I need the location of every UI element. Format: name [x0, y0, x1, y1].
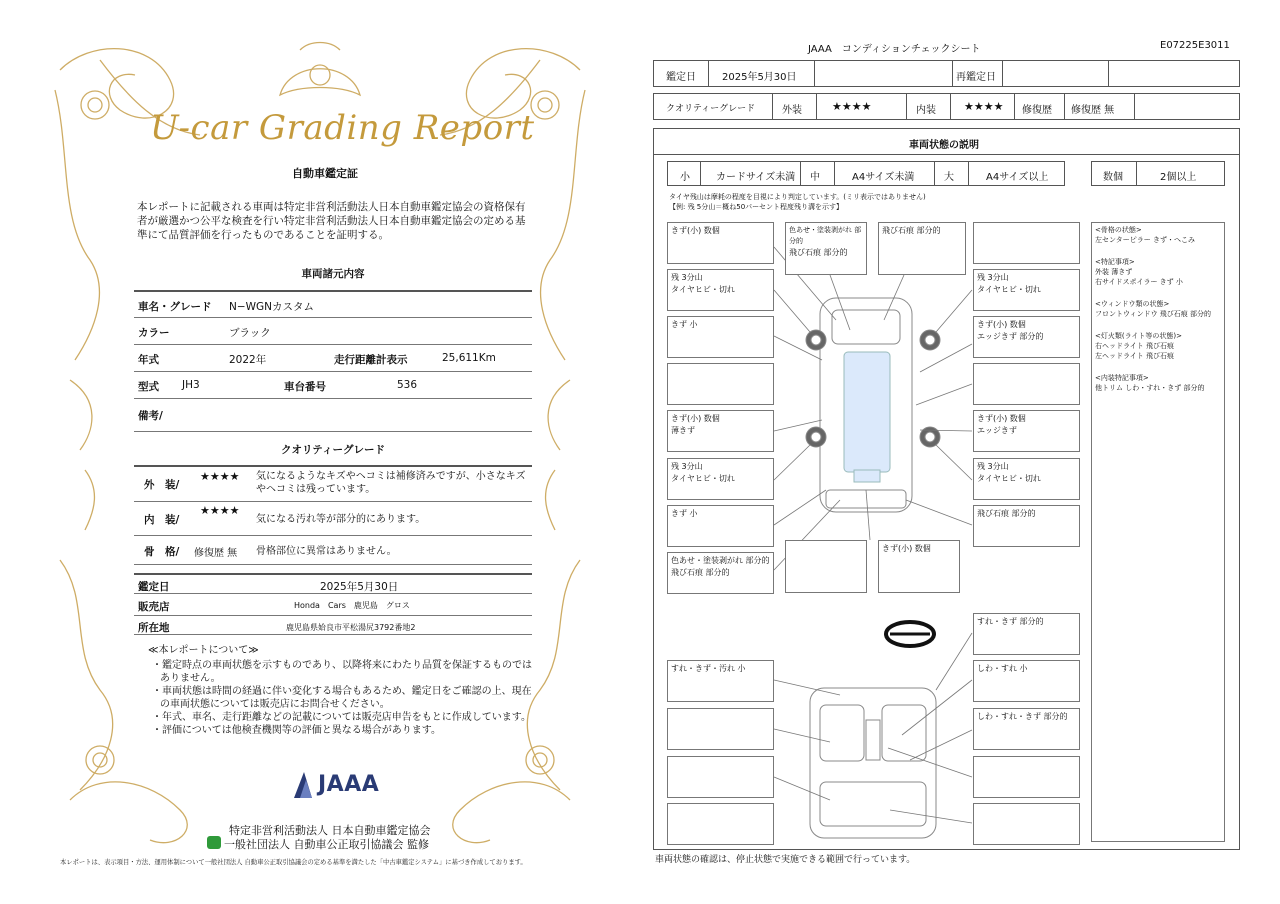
tire-box-rear-left	[667, 458, 774, 500]
damage-text: 飛び石痕 部分的	[671, 568, 730, 577]
sheet-footer: 車両状態の確認は、停止状態で実施できる範囲で行っています。	[655, 855, 916, 865]
spec-model-label: 型式	[138, 381, 159, 393]
tire-note: タイヤ残山は摩耗の程度を目視により判定しています。(ミリ表示ではありません)	[669, 193, 926, 201]
damage-box-left-door-front	[667, 363, 774, 405]
tire-text: タイヤヒビ・切れ	[977, 285, 1041, 294]
remark-interior-head: <内装特記事項>	[1095, 374, 1149, 382]
damage-box-right-quarter	[973, 505, 1080, 547]
remark-lights-head: <灯火類(ライト等の状態)>	[1095, 332, 1182, 340]
interior-text: すれ・きず 部分的	[977, 617, 1044, 626]
certificate-intro: 本レポートに記載される車両は特定非営利活動法人日本自動車鑑定協会の資格保有者が厳選かつ公平な検査を行い特定非営利活動法人日本自動車鑑定協会の定める基準にて品質評価を行ったものであることを証明する。	[137, 201, 526, 241]
spec-row-color	[134, 317, 532, 344]
note-item: ・年式、車名、走行距離などの記載については販売店申告をもとに作成しています。	[152, 712, 531, 723]
interior-box-rear-seat	[667, 803, 774, 845]
grade-interior-stars: ★★★★	[200, 504, 240, 517]
legend-large-label: 大	[944, 172, 954, 183]
damage-box-windshield	[878, 222, 966, 275]
remark-special-head: <特記事項>	[1095, 258, 1135, 266]
spec-row-name	[134, 290, 532, 317]
damage-box-right-fender	[973, 316, 1080, 358]
damage-box-front-left	[667, 222, 774, 264]
legend-count-label: 数個	[1103, 172, 1123, 183]
spec-color-value: ブラック	[229, 327, 271, 339]
certificate-notes	[148, 644, 532, 737]
interior-box-rear-left	[667, 756, 774, 798]
grade-frame-value: 修復歴 無	[194, 548, 238, 559]
damage-box-left-door-rear	[667, 410, 774, 452]
damage-box-rear-left	[667, 552, 774, 594]
interior-box-driver-seat	[973, 660, 1080, 702]
tire-text: 残 3分山	[671, 273, 703, 282]
date-label: 鑑定日	[666, 72, 696, 83]
spec-name-label: 車名・グレード	[138, 301, 212, 313]
remark-line: フロントウィンドウ 飛び石痕 部分的	[1095, 310, 1212, 318]
spec-remarks-label: 備考/	[138, 410, 163, 422]
spec-name-value: N−WGNカスタム	[229, 301, 315, 313]
interior-text: しわ・すれ・きず 部分的	[977, 712, 1068, 721]
tire-text: 残 3分山	[977, 273, 1009, 282]
grade-row-exterior	[134, 465, 532, 501]
note-item: ・評価については他検査機関等の評価と異なる場合があります。	[152, 725, 441, 736]
spec-chassis-label: 車台番号	[284, 381, 326, 393]
description-title: 車両状態の説明	[909, 140, 979, 151]
grade-section-title: クオリティーグレード	[281, 444, 385, 456]
grade-row-interior	[134, 501, 532, 535]
info-row-address	[134, 615, 532, 635]
damage-text: きず 小	[671, 320, 698, 329]
note-item: ・鑑定時点の車両状態を示すものであり、以降将来にわたり品質を保証するものではありません。	[152, 660, 532, 684]
grade-exterior-stars: ★★★★	[200, 470, 240, 483]
info-address-value: 鹿児島県姶良市平松湯尻3792番地2	[286, 623, 416, 632]
damage-box-front-right	[973, 222, 1080, 264]
sheet-code: E07225E3011	[1160, 40, 1230, 51]
remark-line: 右サイドスポイラー きず 小	[1095, 278, 1183, 286]
damage-box-rear-bumper	[785, 540, 867, 593]
grade-frame-label: 骨 格/	[144, 546, 180, 558]
condition-check-sheet	[640, 0, 1280, 904]
damage-text: 飛び石痕 部分的	[789, 248, 848, 257]
info-dealer-label: 販売店	[138, 601, 170, 613]
remark-line: 左センターピラー きず・へこみ	[1095, 236, 1195, 244]
tire-box-rear-right	[973, 458, 1080, 500]
spec-row-model	[134, 371, 532, 398]
legend-mid-value: A4サイズ未満	[852, 172, 915, 183]
damage-text: 薄きず	[671, 426, 695, 435]
interior-box-steering	[973, 613, 1080, 655]
damage-box-back-door	[878, 540, 960, 593]
info-row-date	[134, 573, 532, 593]
damage-text: きず(小) 数個	[882, 544, 931, 553]
damage-text: エッジきず 部分的	[977, 332, 1044, 341]
sheet-title: JAAA コンディションチェックシート	[808, 44, 981, 55]
remark-line: 他トリム しわ・すれ・きず 部分的	[1095, 384, 1205, 392]
tire-text: タイヤヒビ・切れ	[671, 285, 735, 294]
certificate-script-title: U-car Grading Report	[150, 108, 535, 148]
interior-box-luggage	[973, 803, 1080, 845]
interior-text: すれ・きず・汚れ 小	[671, 664, 746, 673]
remark-line: 左ヘッドライト 飛び石痕	[1095, 352, 1175, 360]
info-date-value: 2025年5月30日	[320, 581, 399, 593]
ext-stars: ★★★★	[832, 100, 872, 113]
interior-box-center-console	[973, 708, 1080, 750]
damage-text: きず(小) 数個	[671, 414, 720, 423]
legend-mid-label: 中	[810, 172, 820, 183]
tire-box-front-left	[667, 269, 774, 311]
certificate-footnote: 本レポートは、表示項目・方法、運用体制について一般社団法人 自動車公正取引協議会の定める基準を満たした「中古車鑑定システム」に基づき作成しております。	[60, 859, 527, 866]
tire-text: タイヤヒビ・切れ	[977, 474, 1041, 483]
spec-year-label: 年式	[138, 354, 159, 366]
repair-label: 修復歴	[1022, 105, 1052, 116]
jaaa-logo-text: JAAA	[318, 772, 380, 797]
spec-mileage-label: 走行距離計表示	[334, 354, 408, 366]
org-name-primary: 特定非営利活動法人 日本自動車鑑定協会	[229, 824, 431, 837]
date-value: 2025年5月30日	[722, 72, 797, 83]
damage-text: きず(小) 数個	[671, 226, 720, 235]
tire-text: タイヤヒビ・切れ	[671, 474, 735, 483]
int-label: 内装	[916, 105, 936, 116]
remark-window-head: <ウィンドウ類の状態>	[1095, 300, 1170, 308]
damage-text: エッジきず	[977, 426, 1017, 435]
spec-year-value: 2022年	[229, 354, 267, 366]
fair-trade-icon	[207, 836, 221, 849]
legend-small-label: 小	[680, 172, 690, 183]
interior-box-passenger-seat	[667, 708, 774, 750]
spec-section-title: 車両諸元内容	[301, 268, 365, 280]
tire-text: 残 3分山	[671, 462, 703, 471]
legend-small-value: カードサイズ未満	[716, 172, 796, 183]
damage-text: きず(小) 数個	[977, 320, 1026, 329]
damage-text: 色あせ・塗装剥がれ 部分的	[671, 556, 770, 565]
grade-interior-desc: 気になる汚れ等が部分的にあります。	[256, 514, 426, 525]
damage-text: 色あせ・塗装剥がれ 部分的	[789, 226, 862, 245]
certificate-title: 自動車鑑定証	[292, 167, 358, 180]
damage-text: 飛び石痕 部分的	[977, 509, 1036, 518]
damage-box-left-quarter	[667, 505, 774, 547]
jaaa-logo-icon	[290, 768, 316, 802]
note-item: ・車両状態は時間の経過に伴い変化する場合もあるため、鑑定日をご確認の上、現在の車両状態については販売店にお問合せください。	[152, 686, 532, 710]
legend-count-value: 2個以上	[1160, 172, 1197, 183]
reinspect-label: 再鑑定日	[956, 72, 996, 83]
info-date-label: 鑑定日	[138, 581, 170, 593]
info-dealer-value: Honda Cars 鹿児島 グロス	[294, 601, 410, 610]
spec-row-remarks	[134, 398, 532, 432]
interior-text: しわ・すれ 小	[977, 664, 1028, 673]
info-address-label: 所在地	[138, 622, 170, 634]
damage-box-hood	[785, 222, 867, 275]
spec-row-year	[134, 344, 532, 371]
interior-box-rear-right	[973, 756, 1080, 798]
tire-box-front-right	[973, 269, 1080, 311]
damage-text: きず(小) 数個	[977, 414, 1026, 423]
damage-box-right-door-front	[973, 363, 1080, 405]
remark-line: 外装 薄きず	[1095, 268, 1133, 276]
spec-chassis-value: 536	[397, 379, 418, 391]
repair-value: 修復歴 無	[1071, 105, 1115, 116]
interior-box-dashboard	[667, 660, 774, 702]
tire-text: 残 3分山	[977, 462, 1009, 471]
grade-label: クオリティーグレード	[666, 104, 756, 114]
int-stars: ★★★★	[964, 100, 1004, 113]
spec-mileage-value: 25,611Km	[442, 352, 496, 364]
grade-exterior-desc: 気になるようなキズやヘコミは補修済みですが、小さなキズやヘコミは残っています。	[256, 471, 526, 495]
ext-label: 外装	[782, 105, 802, 116]
spec-color-label: カラー	[138, 327, 170, 339]
damage-text: きず 小	[671, 509, 698, 518]
notes-heading: ≪本レポートについて≫	[148, 645, 259, 656]
grade-exterior-label: 外 装/	[144, 479, 180, 491]
org-name-supervisor: 一般社団法人 自動車公正取引協議会 監修	[224, 838, 429, 851]
remark-line: 右ヘッドライト 飛び石痕	[1095, 342, 1175, 350]
info-row-dealer	[134, 593, 532, 615]
damage-text: 飛び石痕 部分的	[882, 226, 941, 235]
grade-frame-desc: 骨格部位に異常はありません。	[256, 546, 397, 557]
grade-row-frame	[134, 535, 532, 565]
remark-frame-head: <骨格の状態>	[1095, 226, 1142, 234]
damage-box-right-door-rear	[973, 410, 1080, 452]
legend-large-value: A4サイズ以上	[986, 172, 1049, 183]
damage-box-left-fender	[667, 316, 774, 358]
grade-interior-label: 内 装/	[144, 514, 180, 526]
spec-model-value: JH3	[182, 379, 200, 391]
tire-example-note: 【例: 残 5分山＝概ね50パーセント程度残り溝を示す】	[669, 203, 844, 211]
